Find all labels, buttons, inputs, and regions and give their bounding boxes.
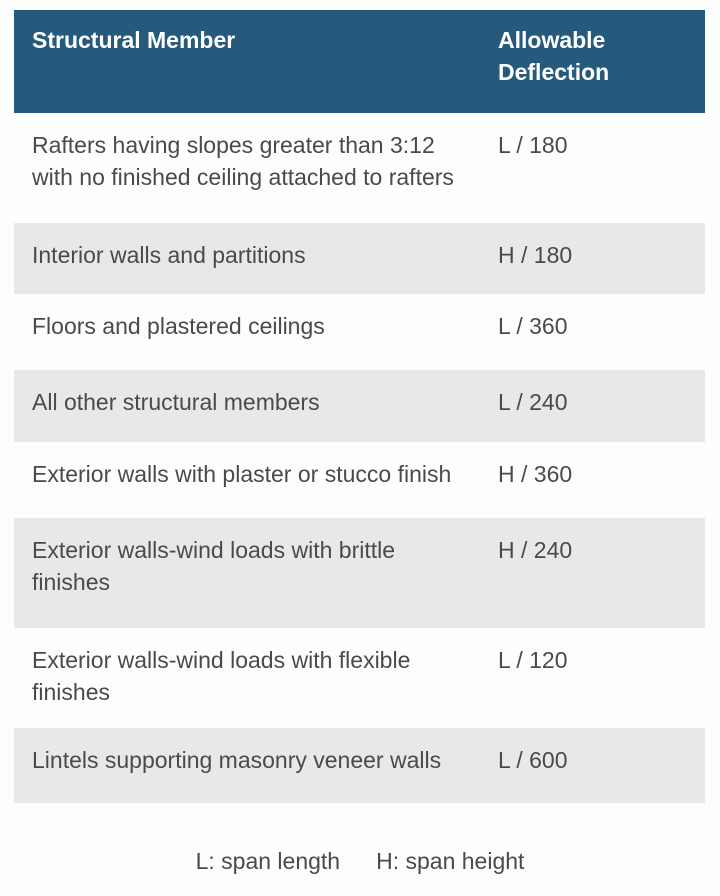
cell-structural-member: Interior walls and partitions — [32, 242, 306, 268]
table-row — [14, 518, 705, 628]
legend-span-height: H: span height — [376, 848, 525, 874]
table-row — [14, 223, 705, 294]
table-body — [14, 113, 705, 803]
table-row — [14, 728, 705, 803]
legend — [0, 845, 720, 878]
cell-structural-member: Exterior walls-wind loads with flexible finishes — [32, 647, 411, 705]
column-header-allowable-deflection: Allowable Deflection — [498, 27, 610, 85]
table-row — [14, 370, 705, 442]
cell-structural-member: Exterior walls with plaster or stucco finish — [32, 461, 452, 487]
cell-allowable-deflection: L / 180 — [498, 132, 568, 158]
legend-span-length: L: span length — [195, 848, 341, 874]
cell-allowable-deflection: L / 120 — [498, 647, 568, 673]
cell-structural-member: Floors and plastered ceilings — [32, 313, 325, 339]
table-header-row — [14, 10, 705, 113]
column-header-structural-member: Structural Member — [32, 27, 236, 53]
cell-allowable-deflection: L / 360 — [498, 313, 568, 339]
cell-structural-member: Exterior walls-wind loads with brittle finishes — [32, 537, 396, 595]
table-row — [14, 628, 705, 728]
cell-structural-member: Rafters having slopes greater than 3:12 with no finished ceiling attached to rafters — [32, 132, 454, 190]
table-row — [14, 442, 705, 518]
table-row — [14, 113, 705, 223]
cell-allowable-deflection: H / 360 — [498, 461, 573, 487]
allowable-deflection-table — [14, 10, 705, 803]
table-row — [14, 294, 705, 370]
cell-allowable-deflection: L / 240 — [498, 389, 568, 415]
cell-structural-member: Lintels supporting masonry veneer walls — [32, 747, 442, 773]
cell-structural-member: All other structural members — [32, 389, 320, 415]
cell-allowable-deflection: H / 180 — [498, 242, 573, 268]
cell-allowable-deflection: L / 600 — [498, 747, 568, 773]
cell-allowable-deflection: H / 240 — [498, 537, 573, 563]
